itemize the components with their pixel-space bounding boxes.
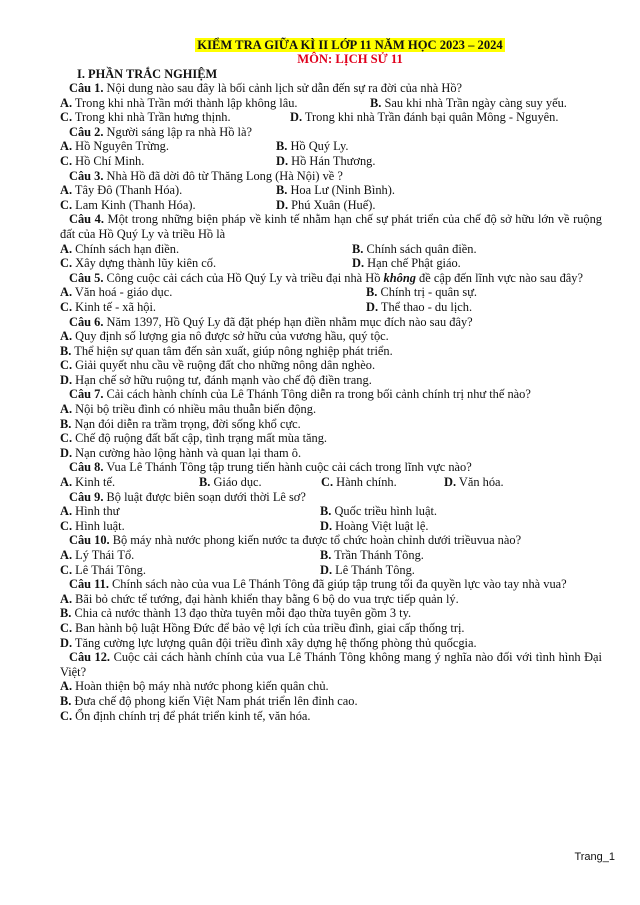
option-text: Hồ Chí Minh.: [75, 153, 145, 168]
option: [60, 621, 602, 636]
question-stem: [60, 460, 602, 475]
option: [60, 358, 602, 373]
option-text: Hình thư: [75, 504, 120, 519]
option: [60, 256, 352, 271]
option: [60, 96, 370, 111]
option-label: C.: [60, 197, 73, 212]
option-label: A.: [60, 591, 73, 606]
option-text: Giáo dục.: [213, 475, 262, 490]
question-text: Một trong những biện pháp về kinh tế nhằm hạn chế sự phát triển của chế độ sở hữu lớn về ruộng đất của Hồ Quý Ly và triều Hồ là: [60, 212, 602, 241]
option-text: Chính sách hạn điền.: [75, 241, 180, 256]
option-text: Xây dựng thành lũy kiên cố.: [75, 256, 217, 271]
question-text: Bộ luật được biên soạn dưới thời Lê sơ?: [106, 489, 306, 504]
option-label: A.: [60, 548, 73, 562]
option-text: Trần Thánh Tông.: [334, 548, 424, 562]
options-row: [60, 300, 602, 315]
option: [366, 285, 477, 300]
option-label: B.: [320, 504, 332, 519]
option-label: A.: [60, 139, 73, 154]
question-number: Câu 8.: [69, 460, 104, 475]
question-number: Câu 1.: [69, 81, 104, 95]
option-label: C.: [60, 299, 73, 314]
exam-title-text: KIỂM TRA GIỮA KÌ II LỚP 11 NĂM HỌC 2023 – 2024: [197, 38, 503, 52]
option-label: A.: [60, 241, 73, 256]
questions-container: [60, 81, 602, 723]
option-label: D.: [320, 518, 333, 533]
question-text: Năm 1397, Hồ Quý Ly đã đặt phép hạn điền nhằm mục đích nào sau đây?: [106, 314, 473, 329]
question-stem: [60, 169, 602, 184]
option-label: B.: [60, 343, 72, 358]
option: [60, 417, 602, 432]
option-label: D.: [60, 635, 73, 650]
option-text: Thể hiện sự quan tâm đến sản xuất, giúp nông nghiệp phát triển.: [74, 343, 393, 358]
options-row: [60, 285, 602, 300]
question-number: Câu 5.: [69, 270, 104, 285]
subject-title: MÔN: LỊCH SỬ 11: [297, 52, 403, 66]
option-text: Đưa chế độ phong kiến Việt Nam phát triển lên đỉnh cao.: [74, 693, 358, 708]
options-row: [60, 139, 602, 154]
option: [60, 344, 602, 359]
question-text: Nội dung nào sau đây là bối cảnh lịch sử dẫn đến sự ra đời của nhà Hồ?: [106, 81, 463, 95]
option-label: D.: [366, 299, 379, 314]
question-stem: [60, 212, 602, 241]
option-label: A.: [60, 402, 73, 417]
option: [60, 285, 366, 300]
option-text: Hành chính.: [336, 475, 397, 490]
option-text: Kinh tế - xã hội.: [75, 299, 157, 314]
option: [352, 242, 477, 257]
option-label: B.: [60, 416, 72, 431]
question-number: Câu 11.: [69, 577, 109, 592]
option: [370, 96, 567, 111]
option: [60, 519, 320, 534]
option: [60, 154, 276, 169]
question-number: Câu 4.: [69, 212, 104, 227]
option-text: Giải quyết nhu cầu về ruộng đất cho những nông dân nghèo.: [75, 358, 376, 373]
question-number: Câu 2.: [69, 124, 104, 139]
option-text: Hoàng Việt luật lệ.: [335, 518, 429, 533]
question-text: Công cuộc cải cách của Hồ Quý Ly và triều đại nhà Hồ: [106, 270, 381, 285]
option-label: A.: [60, 679, 73, 694]
option-text: Ổn định chính trị để phát triển kinh tế, văn hóa.: [75, 708, 311, 723]
option: [60, 504, 320, 519]
option-text: Hạn chế Phật giáo.: [367, 256, 461, 271]
question-stem: [60, 533, 602, 548]
options-row: [60, 110, 602, 125]
options-row: [60, 96, 602, 111]
option-label: A.: [60, 285, 73, 300]
option-label: A.: [60, 329, 73, 344]
option-label: D.: [290, 110, 303, 125]
options-row: [60, 519, 602, 534]
question-text: Cuộc cải cách hành chính của vua Lê Thánh Tông không mang ý nghĩa nào đối với tình hình Đại Việt?: [60, 650, 603, 679]
option-text: Quốc triều hình luật.: [334, 504, 438, 519]
option-label: C.: [60, 708, 73, 723]
option: [366, 300, 472, 315]
option-label: B.: [276, 183, 288, 198]
option-label: C.: [60, 518, 73, 533]
section-title: I. PHẦN TRẮC NGHIỆM: [77, 67, 218, 81]
question-stem: [60, 125, 602, 140]
option: [290, 110, 558, 125]
option-label: B.: [352, 241, 364, 256]
option-label: A.: [60, 504, 73, 519]
option-text: Văn hoá - giáo dục.: [74, 285, 173, 300]
option-label: C.: [60, 562, 73, 577]
option-label: C.: [60, 358, 73, 373]
option: [60, 431, 602, 446]
question-text: Chính sách nào của vua Lê Thánh Tông đã giúp tập trung tối đa quyền lực vào tay nhà vua?: [112, 577, 567, 592]
question-stem: [60, 577, 602, 592]
option-text: Lê Thánh Tông.: [335, 562, 415, 577]
question-text: Vua Lê Thánh Tông tập trung tiến hành cuộc cải cách trong lĩnh vực nào?: [106, 460, 472, 475]
option: [60, 475, 199, 490]
question-stem: [60, 387, 602, 402]
option-text: Lê Thái Tông.: [75, 562, 146, 577]
option-label: C.: [60, 431, 73, 446]
option-label: C.: [321, 475, 334, 490]
question-text: Bộ máy nhà nước phong kiến nước ta được tổ chức hoàn chỉnh dưới triềuvua nào?: [112, 533, 522, 548]
option: [276, 154, 375, 169]
option-text: Tăng cường lực lượng quân đội triều đình xây dựng hệ thống phòng thủ quốcgia.: [74, 635, 477, 650]
option-text: Ban hành bộ luật Hồng Đức để bảo vệ lợi ích của triều đình, giai cấp thống trị.: [75, 620, 465, 635]
option-text: Chế độ ruộng đất bất cập, tình trạng mất mùa tăng.: [75, 431, 328, 446]
question-stem: [60, 650, 602, 679]
option: [60, 300, 366, 315]
option: [60, 242, 352, 257]
question-stem: [60, 271, 602, 286]
option: [199, 475, 321, 490]
option: [60, 592, 602, 607]
option-text: Nội bộ triều đình có nhiều mâu thuẫn biến động.: [75, 402, 317, 417]
options-row: [60, 256, 602, 271]
option-text: Chính trị - quân sự.: [380, 285, 478, 300]
option: [60, 563, 320, 578]
options-row: [60, 475, 602, 490]
options-row: [60, 563, 602, 578]
question-number: Câu 3.: [69, 168, 104, 183]
option-label: D.: [444, 475, 457, 490]
option-text: Sau khi nhà Trần ngày càng suy yếu.: [384, 95, 567, 110]
option-text: Hoàn thiện bộ máy nhà nước phong kiến quân chủ.: [75, 679, 329, 694]
option: [60, 402, 602, 417]
question-stem: [60, 315, 602, 330]
option-text: Lý Thái Tổ.: [75, 548, 135, 562]
option-label: A.: [60, 183, 73, 198]
option: [276, 183, 395, 198]
question-text: Người sáng lập ra nhà Hồ là?: [106, 124, 252, 139]
option-text: Hồ Nguyên Trừng.: [75, 139, 169, 154]
option: [60, 139, 276, 154]
option-text: Thể thao - du lịch.: [380, 299, 473, 314]
option: [320, 504, 437, 519]
option-label: C.: [60, 153, 73, 168]
option-text: Phú Xuân (Huế).: [291, 197, 376, 212]
option-text: Chính sách quân điền.: [366, 241, 477, 256]
option-text: Chia cả nước thành 13 đạo thừa tuyên mỗi đạo thừa tuyên gồm 3 ty.: [74, 606, 412, 621]
question-number: Câu 6.: [69, 314, 104, 329]
option: [60, 709, 602, 724]
option-label: A.: [60, 475, 73, 490]
option-label: B.: [370, 95, 382, 110]
option-text: Hạn chế sở hữu ruộng tư, đánh mạnh vào chế độ điền trang.: [75, 372, 372, 387]
option-label: B.: [60, 693, 72, 708]
option-text: Bãi bỏ chức tể tướng, đại hành khiển thay bằng 6 bộ do vua trực tiếp quản lý.: [75, 591, 459, 606]
option-text: Trong khi nhà Trần mới thành lập không lâu.: [74, 95, 298, 110]
option-text: Hình luật.: [75, 518, 125, 533]
options-row: [60, 198, 602, 213]
option-label: D.: [276, 153, 289, 168]
option: [60, 679, 602, 694]
option: [60, 694, 602, 709]
options-row: [60, 548, 602, 563]
option: [60, 329, 602, 344]
question-text: Cải cách hành chính của Lê Thánh Tông diễn ra trong bối cảnh chính trị như thế nào?: [106, 387, 531, 402]
option: [60, 183, 276, 198]
option-label: D.: [60, 445, 73, 460]
option-text: Lam Kinh (Thanh Hóa).: [75, 197, 196, 212]
option-label: A.: [60, 95, 73, 110]
question-number: Câu 12.: [69, 650, 111, 665]
option-text: Trong khi nhà Trần hưng thịnh.: [74, 110, 231, 125]
option-text: Nạn cường hào lộng hành và quan lại tham ô.: [75, 445, 302, 460]
option-label: B.: [366, 285, 378, 300]
option-text: Hoa Lư (Ninh Bình).: [290, 183, 395, 198]
option-text: Trong khi nhà Trần đánh bại quân Mông - Nguyên.: [304, 110, 559, 125]
option-label: B.: [320, 548, 332, 562]
option-label: D.: [352, 256, 365, 271]
options-row: [60, 183, 602, 198]
page-number: Trang_1: [574, 851, 615, 863]
question-text-continued: đề cập đến lĩnh vực nào sau đây?: [419, 270, 583, 285]
option-text: Quy định số lượng gia nô được sở hữu của vương hầu, quý tộc.: [75, 329, 389, 344]
option: [60, 110, 290, 125]
option-label: B.: [199, 475, 211, 490]
option: [320, 519, 428, 534]
option-text: Nạn đói diễn ra trầm trọng, đời sống khổ cực.: [74, 416, 301, 431]
option-label: B.: [276, 139, 288, 154]
option: [60, 198, 276, 213]
option-text: Kinh tế.: [75, 475, 116, 490]
option: [60, 548, 320, 563]
option: [60, 373, 602, 388]
exam-title: [60, 38, 640, 52]
question-number: Câu 10.: [69, 533, 110, 548]
option-label: D.: [320, 562, 333, 577]
option: [444, 475, 504, 490]
option: [276, 139, 349, 154]
options-row: [60, 242, 602, 257]
option: [352, 256, 461, 271]
option-text: Tây Đô (Thanh Hóa).: [74, 183, 183, 198]
question-stem: [60, 81, 602, 96]
question-number: Câu 7.: [69, 387, 104, 402]
option-text: Hồ Hán Thương.: [291, 153, 376, 168]
option-label: B.: [60, 606, 72, 621]
option: [60, 446, 602, 461]
option-label: C.: [60, 256, 73, 271]
option: [320, 548, 424, 563]
option: [60, 606, 602, 621]
option-label: C.: [60, 620, 73, 635]
option-text: Văn hóa.: [458, 475, 504, 490]
question-stem: [60, 490, 602, 505]
option: [321, 475, 444, 490]
option-label: D.: [276, 197, 289, 212]
question-number: Câu 9.: [69, 489, 104, 504]
options-row: [60, 154, 602, 169]
option-text: Hồ Quý Ly.: [290, 139, 349, 154]
options-row: [60, 504, 602, 519]
question-emphasis: không: [383, 270, 416, 285]
option-label: C.: [60, 110, 73, 125]
option-label: D.: [60, 372, 73, 387]
option: [276, 198, 375, 213]
option: [320, 563, 415, 578]
question-text: Nhà Hồ đã dời đô từ Thăng Long (Hà Nội) về ?: [106, 168, 343, 183]
option: [60, 636, 602, 651]
